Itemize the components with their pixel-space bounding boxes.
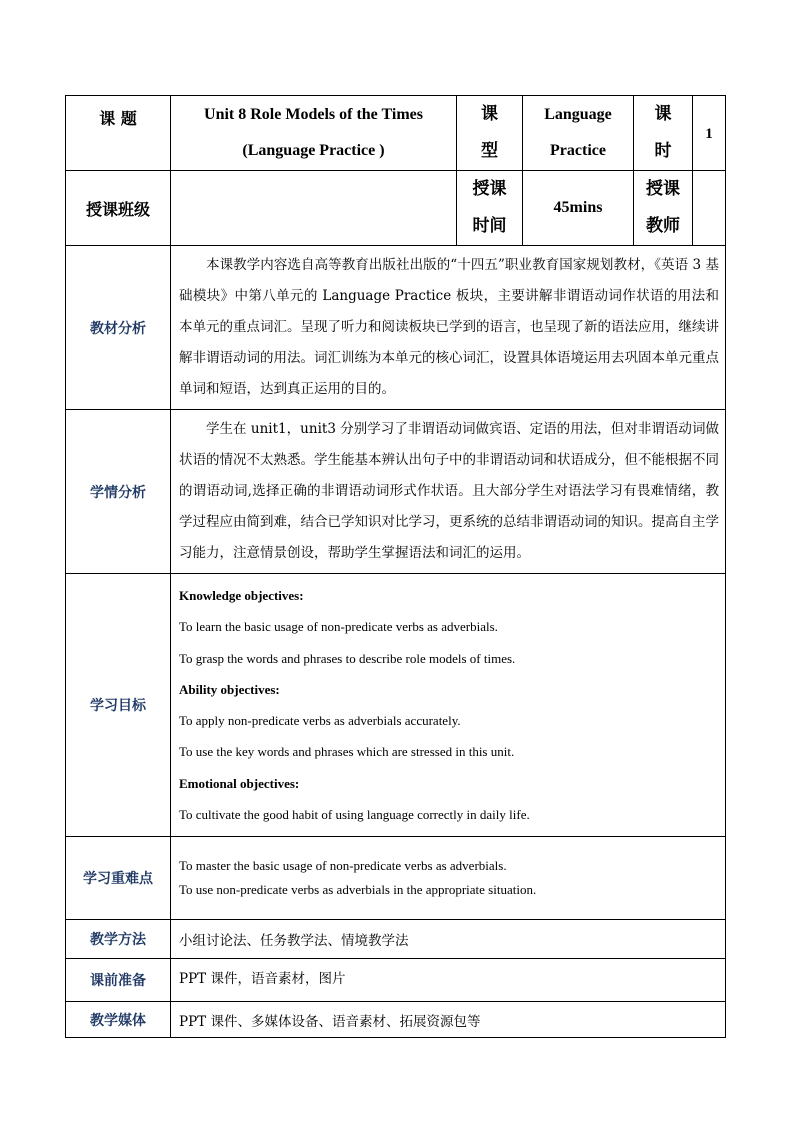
objectives-label: 学习目标	[66, 574, 171, 837]
type-label-line-2: 型	[481, 141, 498, 161]
knowledge-heading: Knowledge objectives:	[179, 588, 304, 603]
students-label: 学情分析	[66, 410, 171, 574]
ability-item: To apply non-predicate verbs as adverbials accurately.	[179, 713, 461, 729]
header-row-class	[66, 171, 726, 246]
hours-label-line-1: 课	[654, 104, 672, 124]
emotional-heading: Emotional objectives:	[179, 775, 300, 791]
topic-title: Unit 8 Role Models of the Times	[204, 106, 423, 123]
material-label: 教材分析	[66, 246, 171, 410]
objectives-row	[66, 574, 726, 837]
topic-label: 课 题	[66, 96, 171, 171]
hours-value: 1	[693, 96, 726, 171]
type-label	[457, 96, 523, 171]
methods-row	[66, 920, 726, 959]
methods-label: 教学方法	[66, 920, 171, 959]
type-value-line-1: Language	[544, 106, 612, 123]
lesson-plan-table	[65, 95, 726, 1038]
key-points-row	[66, 837, 726, 920]
hours-label	[634, 96, 693, 171]
teacher-label-line-2: 教师	[646, 216, 680, 236]
topic-value	[171, 96, 457, 171]
hours-label-line-2: 时	[654, 141, 672, 161]
key-point-item: To use non-predicate verbs as adverbials in the appropriate situation.	[179, 882, 537, 898]
preparation-text: PPT 课件，语音素材，图片	[171, 959, 726, 1002]
media-label: 教学媒体	[66, 1002, 171, 1038]
key-point-item: To master the basic usage of non-predicate verbs as adverbials.	[179, 858, 507, 874]
teacher-label-line-1: 授课	[646, 179, 680, 199]
time-value: 45mins	[523, 171, 634, 246]
knowledge-item: To grasp the words and phrases to describe role models of times.	[179, 650, 516, 666]
time-label	[457, 171, 523, 246]
knowledge-item: To learn the basic usage of non-predicate verbs as adverbials.	[179, 619, 498, 635]
time-label-line-2: 时间	[472, 216, 507, 236]
ability-item: To use the key words and phrases which are stressed in this unit.	[179, 744, 515, 760]
objectives-content	[171, 574, 726, 837]
ability-heading: Ability objectives:	[179, 681, 280, 697]
header-row-topic	[66, 96, 726, 171]
preparation-row	[66, 959, 726, 1002]
topic-subtitle: (Language Practice )	[242, 142, 385, 159]
class-value	[171, 171, 457, 246]
teacher-label	[634, 171, 693, 246]
type-value-line-2: Practice	[550, 142, 606, 159]
time-label-line-1: 授课	[472, 179, 507, 199]
students-text: 学生在 unit1，unit3 分别学习了非谓语动词做宾语、定语的用法，但对非谓语动词做状语的情况不太熟悉。学生能基本辨认出句子中的非谓语动词和状语成分，但不能根据不同的谓语动词,选择正确的非谓语动词形式作状语。且大部分学生对语法学习有畏难情绪，教学过程应由简到难，结合已学知识对比学习，更系统的总结非谓语动词的知识。提高自主学习能力，注意情景创设，帮助学生掌握语法和词汇的运用。	[171, 410, 726, 574]
preparation-label: 课前准备	[66, 959, 171, 1002]
lesson-plan-sheet	[65, 95, 725, 1038]
class-label: 授课班级	[66, 171, 171, 246]
emotional-item: To cultivate the good habit of using language correctly in daily life.	[179, 807, 530, 823]
students-row	[66, 410, 726, 574]
material-row	[66, 246, 726, 410]
material-text: 本课教学内容选自高等教育出版社出版的“十四五”职业教育国家规划教材，《英语 3 基础模块》中第八单元的 Language Practice 板块，主要讲解非谓语动词作状语的用法和本单元的重点词汇。呈现了听力和阅读板块已学到的语言，也呈现了新的语法应用，继续讲解非谓语动词的用法。词汇训练为本单元的核心词汇，设置具体语境运用去巩固本单元重点单词和短语，达到真正运用的目的。	[171, 246, 726, 410]
teacher-value	[693, 171, 726, 246]
media-text: PPT 课件、多媒体设备、语音素材、拓展资源包等	[171, 1002, 726, 1038]
key-points-content	[171, 837, 726, 920]
methods-text: 小组讨论法、任务教学法、情境教学法	[171, 920, 726, 959]
media-row	[66, 1002, 726, 1038]
key-points-label: 学习重难点	[66, 837, 171, 920]
type-label-line-1: 课	[481, 104, 498, 124]
type-value	[523, 96, 634, 171]
